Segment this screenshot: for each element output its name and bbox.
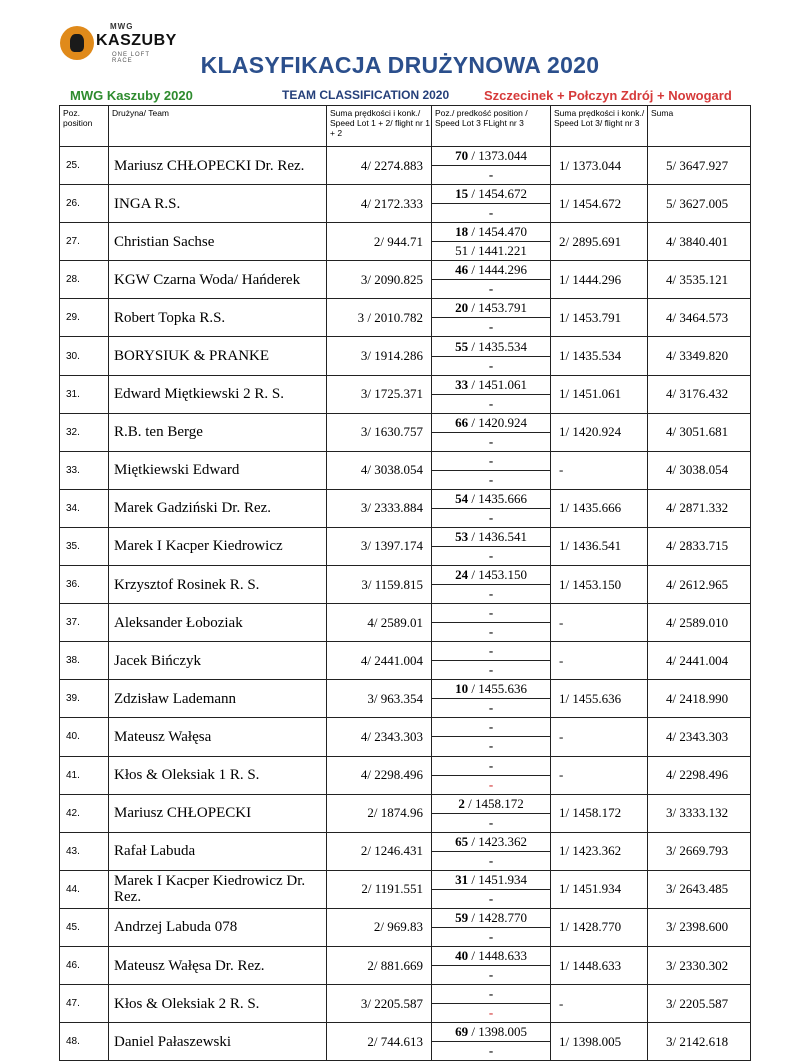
row-position: 41. — [60, 756, 109, 794]
row-speed-lot-1-2: 2/ 881.669 — [327, 946, 432, 984]
lot3-first: 59 / 1428.770 — [432, 909, 550, 928]
lot3-first: 20 / 1453.791 — [432, 299, 550, 318]
lot3-second: - — [488, 167, 494, 183]
row-team: Mateusz Wałęsa — [109, 718, 327, 756]
row-position: 36. — [60, 566, 109, 604]
lot3-first: 40 / 1448.633 — [432, 947, 550, 966]
row-lot-3 — [432, 680, 551, 718]
lot3-position: 65 — [455, 833, 469, 849]
row-speed-lot-3: 2/ 2895.691 — [551, 223, 648, 261]
row-position: 45. — [60, 908, 109, 946]
table-row — [60, 489, 751, 527]
lot3-second: - — [488, 547, 494, 563]
table-row — [60, 451, 751, 489]
row-lot-3 — [432, 832, 551, 870]
lot3-speed: 1428.770 — [478, 909, 527, 925]
row-lot-3 — [432, 527, 551, 565]
lot3-position: 24 — [455, 567, 469, 583]
lot3-speed: 1373.044 — [478, 148, 527, 164]
subtitle-left: MWG Kaszuby 2020 — [70, 88, 193, 103]
logo-top-text: MWG — [110, 22, 134, 31]
lot3-second: - — [488, 738, 494, 754]
row-sum: 4/ 2871.332 — [648, 489, 751, 527]
lot3-first: 55 / 1435.534 — [432, 338, 550, 357]
table-row — [60, 604, 751, 642]
lot3-speed: 1448.633 — [478, 948, 527, 964]
lot3-first: 65 / 1423.362 — [432, 833, 550, 852]
lot3-position: 53 — [455, 528, 469, 544]
logo-name-text: KASZUBY — [96, 32, 177, 49]
row-lot-3 — [432, 642, 551, 680]
lot3-first: 2 / 1458.172 — [432, 795, 550, 814]
row-position: 27. — [60, 223, 109, 261]
lot3-position: - — [488, 452, 494, 468]
table-row — [60, 299, 751, 337]
lot3-second: - — [488, 890, 494, 906]
row-team: Andrzej Labuda 078 — [109, 908, 327, 946]
table-row — [60, 832, 751, 870]
lot3-second: - — [488, 433, 494, 449]
lot3-second: - — [488, 624, 494, 640]
lot3-first: 10 / 1455.636 — [432, 680, 550, 699]
table-row — [60, 642, 751, 680]
lot3-speed: 1454.470 — [478, 224, 527, 240]
row-speed-lot-3: 1/ 1444.296 — [551, 261, 648, 299]
row-lot-3 — [432, 985, 551, 1023]
lot3-position: - — [488, 986, 494, 1002]
row-lot-3 — [432, 870, 551, 908]
lot3-second: - — [488, 662, 494, 678]
row-speed-lot-3: 1/ 1453.791 — [551, 299, 648, 337]
row-sum: 4/ 3176.432 — [648, 375, 751, 413]
row-position: 46. — [60, 946, 109, 984]
row-speed-lot-1-2: 3/ 1914.286 — [327, 337, 432, 375]
row-team: Mariusz CHŁOPECKI Dr. Rez. — [109, 147, 327, 185]
row-sum: 3/ 2643.485 — [648, 870, 751, 908]
row-team: Aleksander Łoboziak — [109, 604, 327, 642]
lot3-second: - — [488, 205, 494, 221]
row-speed-lot-3: 1/ 1398.005 — [551, 1023, 648, 1061]
row-speed-lot-3: - — [551, 604, 648, 642]
row-lot-3 — [432, 185, 551, 223]
row-speed-lot-3: 1/ 1451.934 — [551, 870, 648, 908]
row-sum: 5/ 3627.005 — [648, 185, 751, 223]
row-speed-lot-3: 1/ 1448.633 — [551, 946, 648, 984]
row-speed-lot-3: 1/ 1435.534 — [551, 337, 648, 375]
lot3-position: 40 — [455, 948, 469, 964]
table-row — [60, 908, 751, 946]
lot3-first: 18 / 1454.470 — [432, 223, 550, 242]
lot3-first — [432, 757, 550, 776]
table-row — [60, 147, 751, 185]
row-sum: 4/ 3840.401 — [648, 223, 751, 261]
row-speed-lot-3: 1/ 1458.172 — [551, 794, 648, 832]
lot3-speed: 1453.150 — [478, 567, 527, 583]
lot3-first: 31 / 1451.934 — [432, 871, 550, 890]
row-team: Marek I Kacper Kiedrowicz — [109, 527, 327, 565]
row-position: 37. — [60, 604, 109, 642]
table-row — [60, 794, 751, 832]
lot3-first: 69 / 1398.005 — [432, 1023, 550, 1042]
row-speed-lot-1-2: 4/ 2589.01 — [327, 604, 432, 642]
lot3-first: 66 / 1420.924 — [432, 414, 550, 433]
row-speed-lot-3: 1/ 1436.541 — [551, 527, 648, 565]
row-sum: 4/ 2833.715 — [648, 527, 751, 565]
lot3-position: 46 — [455, 262, 469, 278]
row-position: 47. — [60, 985, 109, 1023]
row-speed-lot-3: 1/ 1455.636 — [551, 680, 648, 718]
row-lot-3 — [432, 566, 551, 604]
row-lot-3 — [432, 946, 551, 984]
row-lot-3 — [432, 1023, 551, 1061]
header-lot-3: Poz./ predkość position / Speed Lot 3 FLight nr 3 — [432, 106, 551, 147]
row-position: 42. — [60, 794, 109, 832]
row-team: Christian Sachse — [109, 223, 327, 261]
row-speed-lot-1-2: 3/ 1630.757 — [327, 413, 432, 451]
lot3-speed: 1435.534 — [478, 338, 527, 354]
lot3-second: - — [488, 814, 494, 830]
lot3-first: 70 / 1373.044 — [432, 147, 550, 166]
row-team: INGA R.S. — [109, 185, 327, 223]
row-speed-lot-3: 1/ 1454.672 — [551, 185, 648, 223]
row-team: Rafał Labuda — [109, 832, 327, 870]
row-team: Zdzisław Lademann — [109, 680, 327, 718]
row-sum: 4/ 3038.054 — [648, 451, 751, 489]
lot3-second: - — [488, 586, 494, 602]
row-lot-3 — [432, 489, 551, 527]
row-position: 26. — [60, 185, 109, 223]
row-speed-lot-1-2: 4/ 2274.883 — [327, 147, 432, 185]
logo-sub-text: ONE LOFT RACE — [112, 52, 150, 64]
row-lot-3 — [432, 413, 551, 451]
lot3-position: 31 — [455, 871, 469, 887]
lot3-speed: 1455.636 — [478, 681, 527, 697]
row-speed-lot-1-2: 3/ 1159.815 — [327, 566, 432, 604]
row-lot-3 — [432, 299, 551, 337]
row-team: Mateusz Wałęsa Dr. Rez. — [109, 946, 327, 984]
header-position: Poz. position — [60, 106, 109, 147]
row-lot-3 — [432, 718, 551, 756]
row-team: Kłos & Oleksiak 1 R. S. — [109, 756, 327, 794]
lot3-first: 15 / 1454.672 — [432, 185, 550, 204]
header-team: Drużyna/ Team — [109, 106, 327, 147]
row-speed-lot-1-2: 3/ 2205.587 — [327, 985, 432, 1023]
row-lot-3 — [432, 375, 551, 413]
row-team: R.B. ten Berge — [109, 413, 327, 451]
row-speed-lot-3: - — [551, 642, 648, 680]
row-sum: 5/ 3647.927 — [648, 147, 751, 185]
header-speed-lot-1-2: Suma prędkości i konk./ Speed Lot 1 + 2/ flight nr 1 + 2 — [327, 106, 432, 147]
table-row — [60, 375, 751, 413]
row-speed-lot-1-2: 4/ 3038.054 — [327, 451, 432, 489]
row-team: Edward Miętkiewski 2 R. S. — [109, 375, 327, 413]
row-position: 34. — [60, 489, 109, 527]
row-sum: 3/ 2142.618 — [648, 1023, 751, 1061]
lot3-speed: 1458.172 — [474, 795, 524, 811]
row-team: KGW Czarna Woda/ Hańderek — [109, 261, 327, 299]
lot3-second: - — [488, 776, 494, 792]
row-team: Miętkiewski Edward — [109, 451, 327, 489]
row-sum: 4/ 2343.303 — [648, 718, 751, 756]
row-speed-lot-3: - — [551, 756, 648, 794]
row-speed-lot-3: 1/ 1420.924 — [551, 413, 648, 451]
row-position: 32. — [60, 413, 109, 451]
row-position: 38. — [60, 642, 109, 680]
row-team: Kłos & Oleksiak 2 R. S. — [109, 985, 327, 1023]
lot3-speed: 1436.541 — [478, 528, 527, 544]
lot3-second: - — [488, 509, 494, 525]
row-speed-lot-1-2: 2/ 969.83 — [327, 908, 432, 946]
table-row — [60, 946, 751, 984]
table-row — [60, 985, 751, 1023]
lot3-second: - — [488, 471, 494, 487]
lot3-first: 53 / 1436.541 — [432, 528, 550, 547]
table-row — [60, 223, 751, 261]
row-lot-3 — [432, 261, 551, 299]
lot3-second: - — [488, 1005, 494, 1021]
row-lot-3 — [432, 794, 551, 832]
lot3-second: - — [488, 928, 494, 944]
row-sum: 4/ 3051.681 — [648, 413, 751, 451]
row-position: 28. — [60, 261, 109, 299]
row-sum: 4/ 2612.965 — [648, 566, 751, 604]
header-speed-lot-3: Suma prędkości i konk./ Speed Lot 3/ flight nr 3 — [551, 106, 648, 147]
lot3-second: - — [488, 967, 494, 983]
table-row — [60, 527, 751, 565]
row-sum: 3/ 3333.132 — [648, 794, 751, 832]
row-speed-lot-1-2: 4/ 2172.333 — [327, 185, 432, 223]
row-position: 29. — [60, 299, 109, 337]
row-speed-lot-1-2: 2/ 944.71 — [327, 223, 432, 261]
row-sum: 4/ 3349.820 — [648, 337, 751, 375]
header-sum: Suma — [648, 106, 751, 147]
lot3-speed: 1435.666 — [478, 490, 527, 506]
table-row — [60, 566, 751, 604]
lot3-position: - — [488, 643, 494, 659]
row-sum: 3/ 2669.793 — [648, 832, 751, 870]
row-speed-lot-3: - — [551, 451, 648, 489]
row-lot-3 — [432, 908, 551, 946]
lot3-first: 54 / 1435.666 — [432, 490, 550, 509]
lot3-second: 51 / 1441.221 — [455, 243, 527, 259]
lot3-first — [432, 604, 550, 623]
lot3-position: 70 — [455, 148, 469, 164]
row-speed-lot-3: 1/ 1373.044 — [551, 147, 648, 185]
lot3-first — [432, 642, 550, 661]
lot3-second: - — [488, 395, 494, 411]
row-speed-lot-1-2: 3 / 2010.782 — [327, 299, 432, 337]
row-team: Krzysztof Rosinek R. S. — [109, 566, 327, 604]
lot3-speed: 1451.061 — [478, 376, 527, 392]
row-speed-lot-3: 1/ 1453.150 — [551, 566, 648, 604]
lot3-position: 54 — [455, 490, 469, 506]
row-sum: 3/ 2398.600 — [648, 908, 751, 946]
row-position: 31. — [60, 375, 109, 413]
lot3-speed: 1451.934 — [478, 871, 527, 887]
row-lot-3 — [432, 451, 551, 489]
row-sum: 4/ 2589.010 — [648, 604, 751, 642]
row-sum: 3/ 2330.302 — [648, 946, 751, 984]
row-sum: 4/ 2298.496 — [648, 756, 751, 794]
row-position: 25. — [60, 147, 109, 185]
lot3-second: - — [488, 1043, 494, 1059]
lot3-position: 15 — [455, 186, 469, 202]
table-row — [60, 261, 751, 299]
table-row — [60, 680, 751, 718]
row-position: 40. — [60, 718, 109, 756]
table-row — [60, 870, 751, 908]
row-sum: 4/ 3464.573 — [648, 299, 751, 337]
lot3-position: 59 — [455, 909, 469, 925]
row-position: 48. — [60, 1023, 109, 1061]
row-sum: 4/ 3535.121 — [648, 261, 751, 299]
lot3-first — [432, 718, 550, 737]
row-speed-lot-1-2: 4/ 2441.004 — [327, 642, 432, 680]
row-speed-lot-1-2: 3/ 1397.174 — [327, 527, 432, 565]
row-speed-lot-3: 1/ 1428.770 — [551, 908, 648, 946]
row-team: Jacek Bińczyk — [109, 642, 327, 680]
lot3-first — [432, 452, 550, 471]
lot3-first: 24 / 1453.150 — [432, 566, 550, 585]
row-speed-lot-3: 1/ 1423.362 — [551, 832, 648, 870]
row-position: 33. — [60, 451, 109, 489]
row-sum: 4/ 2441.004 — [648, 642, 751, 680]
lot3-position: 10 — [455, 681, 469, 697]
row-speed-lot-1-2: 2/ 1874.96 — [327, 794, 432, 832]
row-team: Robert Topka R.S. — [109, 299, 327, 337]
row-speed-lot-3: - — [551, 985, 648, 1023]
lot3-second: - — [488, 281, 494, 297]
lot3-position: 18 — [455, 224, 469, 240]
row-speed-lot-3: 1/ 1451.061 — [551, 375, 648, 413]
lot3-speed: 1423.362 — [478, 833, 527, 849]
lot3-speed: 1444.296 — [478, 262, 527, 278]
row-team: BORYSIUK & PRANKE — [109, 337, 327, 375]
row-sum: 4/ 2418.990 — [648, 680, 751, 718]
row-team: Daniel Pałaszewski — [109, 1023, 327, 1061]
lot3-first — [432, 985, 550, 1004]
row-speed-lot-1-2: 3/ 2333.884 — [327, 489, 432, 527]
lot3-position: 66 — [455, 414, 469, 430]
lot3-position: 55 — [455, 338, 469, 354]
row-speed-lot-1-2: 3/ 963.354 — [327, 680, 432, 718]
lot3-second: - — [488, 357, 494, 373]
subtitle-right: Szczecinek + Połczyn Zdrój + Nowogard — [484, 88, 732, 103]
lot3-position: 69 — [455, 1024, 469, 1040]
row-team: Marek I Kacper Kiedrowicz Dr. Rez. — [109, 870, 327, 908]
lot3-second: - — [488, 852, 494, 868]
row-speed-lot-1-2: 2/ 1246.431 — [327, 832, 432, 870]
row-position: 43. — [60, 832, 109, 870]
lot3-speed: 1453.791 — [478, 300, 527, 316]
row-lot-3 — [432, 604, 551, 642]
lot3-position: 33 — [455, 376, 469, 392]
row-speed-lot-1-2: 2/ 1191.551 — [327, 870, 432, 908]
lot3-first: 33 / 1451.061 — [432, 376, 550, 395]
table-row — [60, 756, 751, 794]
lot3-second: - — [488, 319, 494, 335]
table-row — [60, 185, 751, 223]
row-speed-lot-1-2: 3/ 1725.371 — [327, 375, 432, 413]
lot3-position: - — [488, 719, 494, 735]
lot3-speed: 1398.005 — [478, 1024, 527, 1040]
table-row — [60, 337, 751, 375]
row-speed-lot-1-2: 3/ 2090.825 — [327, 261, 432, 299]
row-position: 35. — [60, 527, 109, 565]
row-speed-lot-1-2: 4/ 2343.303 — [327, 718, 432, 756]
row-sum: 3/ 2205.587 — [648, 985, 751, 1023]
table-header-row — [60, 106, 751, 147]
row-position: 39. — [60, 680, 109, 718]
row-speed-lot-3: 1/ 1435.666 — [551, 489, 648, 527]
lot3-position: - — [488, 757, 494, 773]
row-team: Mariusz CHŁOPECKI — [109, 794, 327, 832]
page-title: KLASYFIKACJA DRUŻYNOWA 2020 — [200, 52, 600, 78]
row-speed-lot-1-2: 2/ 744.613 — [327, 1023, 432, 1061]
lot3-speed: 1454.672 — [478, 186, 527, 202]
lot3-speed: 1420.924 — [478, 414, 527, 430]
row-lot-3 — [432, 337, 551, 375]
table-row — [60, 413, 751, 451]
lot3-position: - — [488, 605, 494, 621]
row-lot-3 — [432, 147, 551, 185]
lot3-first: 46 / 1444.296 — [432, 261, 550, 280]
row-team: Marek Gadziński Dr. Rez. — [109, 489, 327, 527]
row-speed-lot-3: - — [551, 718, 648, 756]
lot3-position: 20 — [455, 300, 469, 316]
row-speed-lot-1-2: 4/ 2298.496 — [327, 756, 432, 794]
lot3-second: - — [488, 700, 494, 716]
row-position: 30. — [60, 337, 109, 375]
lot3-position: 2 — [458, 795, 465, 811]
row-lot-3 — [432, 756, 551, 794]
subtitle-mid: TEAM CLASSIFICATION 2020 — [282, 88, 450, 102]
row-position: 44. — [60, 870, 109, 908]
table-row — [60, 1023, 751, 1061]
row-lot-3 — [432, 223, 551, 261]
classification-table — [59, 105, 751, 1061]
table-row — [60, 718, 751, 756]
